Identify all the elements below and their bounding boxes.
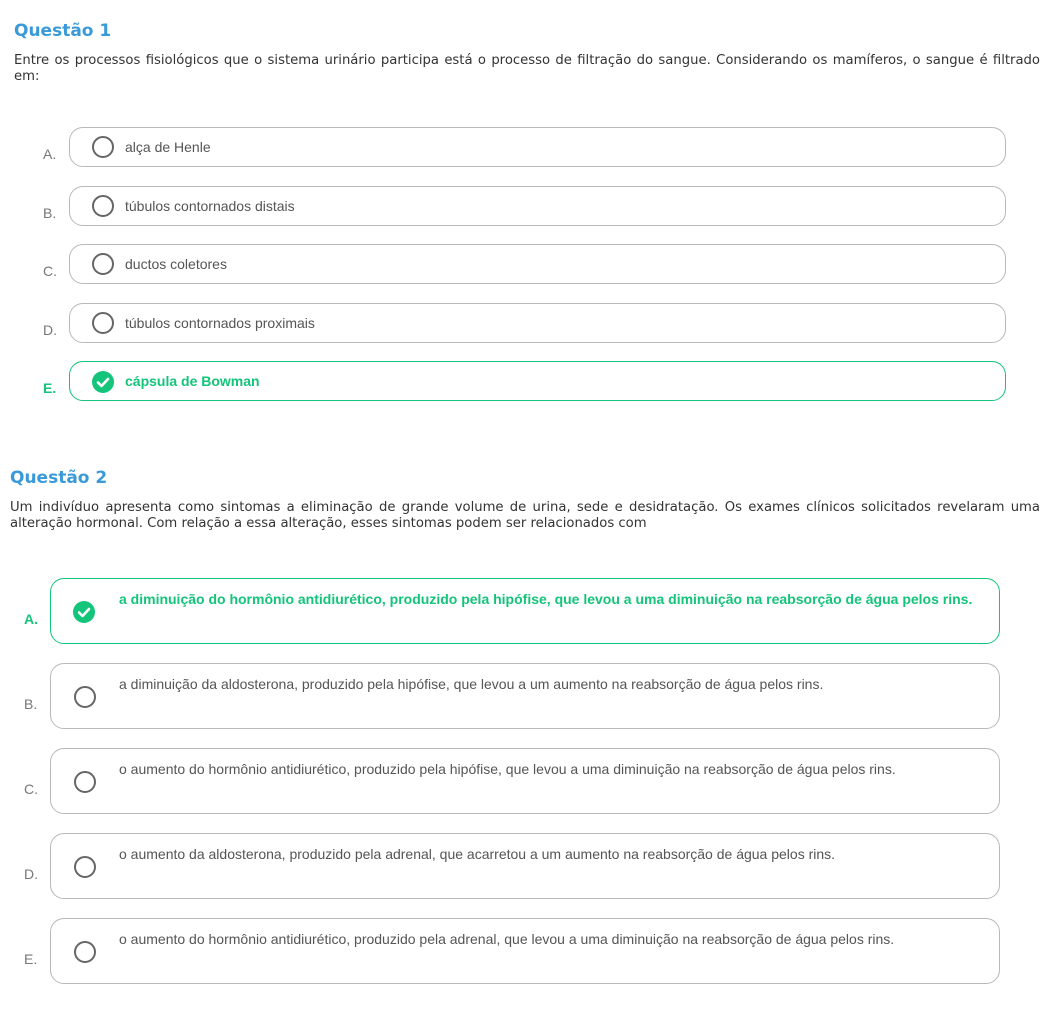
option-text: túbulos contornados distais <box>125 198 295 214</box>
option-text: o aumento do hormônio antidiurético, produzido pela adrenal, que levou a uma diminuição na reabsorção de água pelos rins. <box>119 931 895 947</box>
radio-empty-icon <box>92 253 114 275</box>
option-letter: B. <box>43 205 57 221</box>
option-text: ductos coletores <box>125 256 227 272</box>
option-letter: D. <box>43 322 57 338</box>
option-button[interactable] <box>69 244 1006 284</box>
radio-empty-icon <box>74 856 96 878</box>
option-letter: E. <box>43 380 57 396</box>
option-button[interactable] <box>50 663 1000 729</box>
option-text: o aumento da aldosterona, produzido pela adrenal, que acarretou a um aumento na reabsorção de água pelos rins. <box>119 846 836 862</box>
check-circle-icon <box>92 371 114 393</box>
radio-empty-icon <box>92 195 114 217</box>
radio-empty-icon <box>92 136 114 158</box>
question-text: Um indivíduo apresenta como sintomas a eliminação de grande volume de urina, sede e desidratação. Os exames clínicos solicitados revelaram uma alteração hormonal. Com relação a essa alteração, esses sintomas podem ser relacionados com <box>10 500 1040 531</box>
radio-empty-icon <box>74 686 96 708</box>
radio-empty-icon <box>74 771 96 793</box>
option-button[interactable] <box>69 186 1006 226</box>
radio-empty-icon <box>74 941 96 963</box>
option-letter: C. <box>24 781 38 797</box>
option-letter: A. <box>43 146 57 162</box>
option-text: túbulos contornados proximais <box>125 315 315 331</box>
question-text: Entre os processos fisiológicos que o sistema urinário participa está o processo de filtração do sangue. Considerando os mamíferos, o sangue é filtrado em: <box>14 53 1040 84</box>
question-title: Questão 1 <box>14 21 112 41</box>
option-button[interactable] <box>69 361 1006 401</box>
option-letter: A. <box>24 611 38 627</box>
option-button[interactable] <box>50 578 1000 644</box>
option-button[interactable] <box>69 303 1006 343</box>
option-letter: E. <box>24 951 38 967</box>
option-text: cápsula de Bowman <box>125 373 260 389</box>
option-button[interactable] <box>50 748 1000 814</box>
option-letter: C. <box>43 263 57 279</box>
option-text: a diminuição do hormônio antidiurético, produzido pela hipófise, que levou a uma diminuição na reabsorção de água pelos rins. <box>119 591 973 607</box>
option-text: o aumento do hormônio antidiurético, produzido pela hipófise, que levou a uma diminuição na reabsorção de água pelos rins. <box>119 761 896 777</box>
option-letter: B. <box>24 696 38 712</box>
radio-empty-icon <box>92 312 114 334</box>
option-text: alça de Henle <box>125 139 211 155</box>
option-button[interactable] <box>50 833 1000 899</box>
option-letter: D. <box>24 866 38 882</box>
option-button[interactable] <box>50 918 1000 984</box>
option-button[interactable] <box>69 127 1006 167</box>
option-text: a diminuição da aldosterona, produzido pela hipófise, que levou a um aumento na reabsorção de água pelos rins. <box>119 676 824 692</box>
check-circle-icon <box>73 601 95 623</box>
question-title: Questão 2 <box>10 468 108 488</box>
